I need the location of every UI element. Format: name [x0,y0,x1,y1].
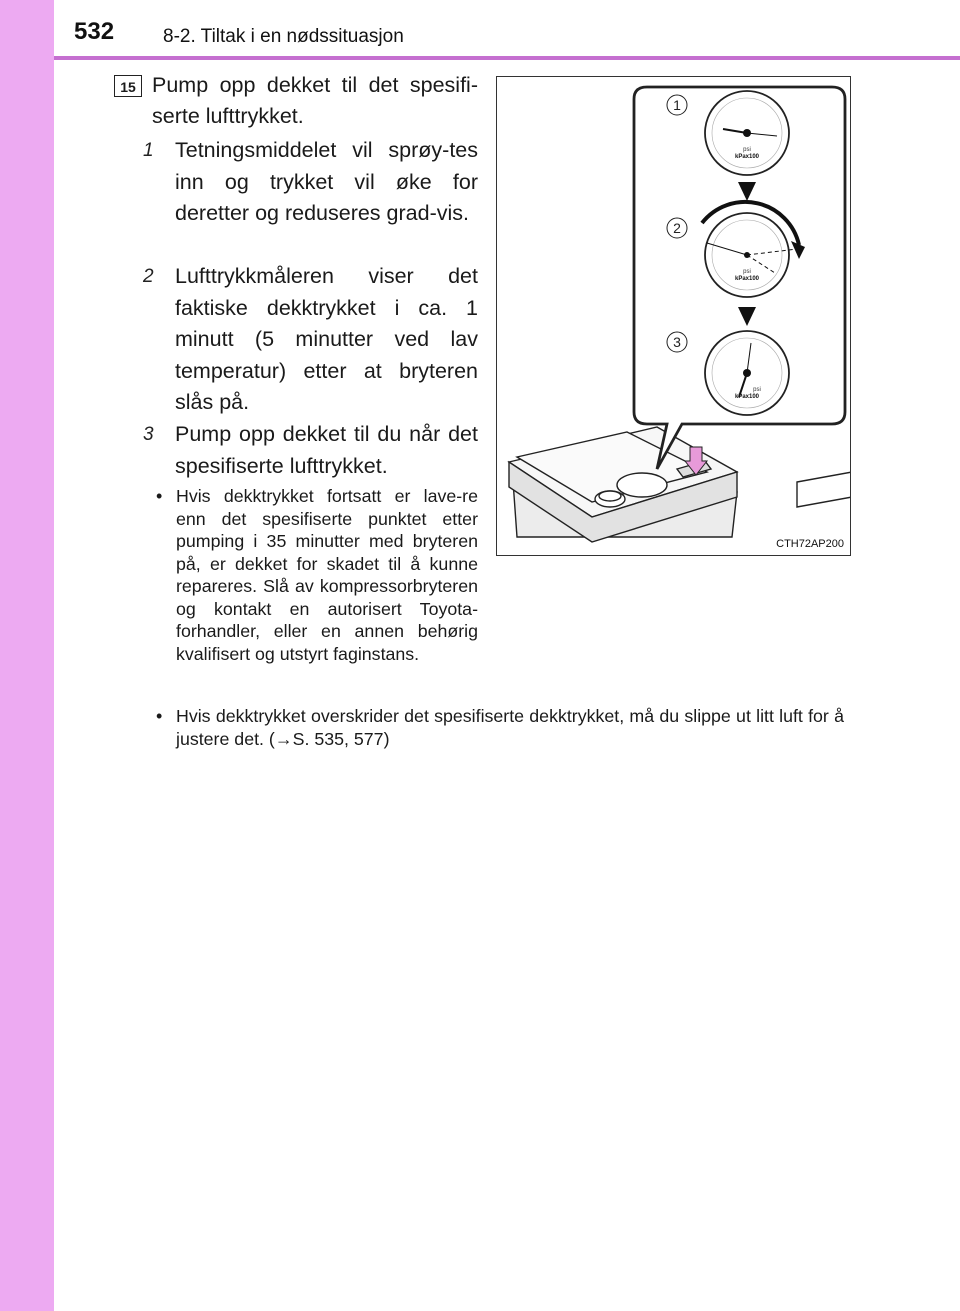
gauge-dial [705,91,789,175]
gauge-unit-psi: psi [743,147,751,153]
substep-text: Tetningsmiddelet vil sprøy-tes inn og trykket vil øke for deretter og reduseres grad-vis. [175,138,478,225]
side-tab [0,0,54,1311]
compressor-drawing [509,427,851,542]
gauge-unit-psi: psi [743,269,751,275]
section-title: 8-2. Tiltak i en nødssituasjon [163,26,404,47]
gauge-dial [705,331,789,415]
step-text: Pump opp dekket til det spesifi-serte lufttrykket. [152,73,478,128]
substep-number: 2 [143,266,154,287]
compressor-gauge-illustration [496,76,851,556]
gauge-unit-psi: psi [753,387,761,393]
bullet-marker: • [156,706,163,726]
callout-number: 2 [673,220,681,236]
substep-text: Pump opp dekket til du når det spesifiserte lufttrykket. [175,422,478,478]
step-number-badge: 15 [114,75,142,97]
callout-number: 3 [673,334,681,350]
bullet-text: Hvis dekktrykket fortsatt er lave-re enn det spesifiserte punktet etter pumping i 35 minutter med bryteren på, er dekket for skadet til å kunne repareres. Slå av kompressorbryteren og kontakt en autorisert Toyota-forhandler, eller en annen behørig kvalifisert og utstyrt faginstans. [176,486,478,664]
page-header [0,0,960,58]
gauge-unit-kpa: kPax100 [734,154,760,160]
figure-code: CTH72AP200 [776,538,844,550]
illustration-svg [497,77,851,556]
gauge-unit-kpa: kPax100 [734,394,760,400]
bullet-marker: • [156,486,163,506]
substep-number: 3 [143,424,154,445]
page-number: 532 [74,18,115,45]
callout-number: 1 [673,97,681,113]
substep-text: Lufttrykkmåleren viser det faktiske dekktrykket i ca. 1 minutt (5 minutter ved lav temperatur) etter at bryteren slås på. [175,264,478,414]
header-divider [54,56,960,60]
gauge-unit-kpa: kPax100 [734,276,760,282]
substep-number: 1 [143,140,154,161]
bullet-text: Hvis dekktrykket overskrider det spesifiserte dekktrykket, må du slippe ut litt luft for å justere det. (→S. 535, 577) [176,706,844,749]
